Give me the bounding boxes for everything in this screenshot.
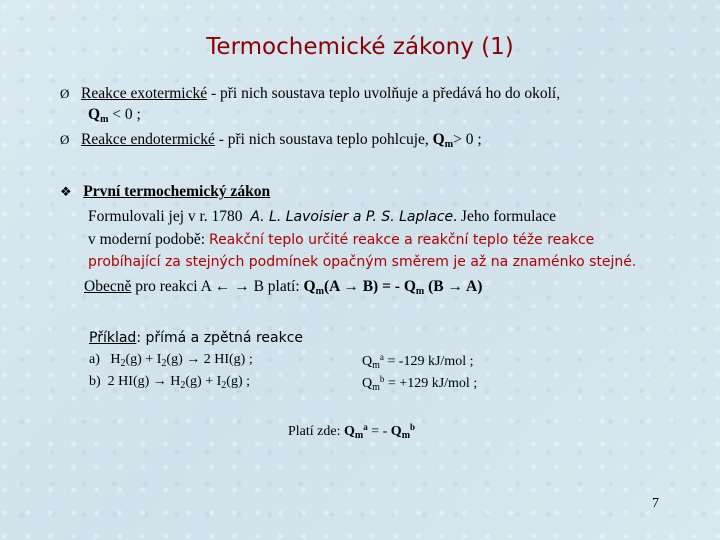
example-reaction-b: b) 2 $HI(g) \to H_2(g) + I_2(g)$ ;	[89, 374, 250, 391]
law-statement-part-1: Reakční teplo určité reakce a reakční teplo téže reakce	[208, 232, 595, 248]
law-line-3	[88, 253, 636, 271]
example-label: Příklad: přímá a zpětná reakce	[89, 330, 304, 346]
page-number: 7	[652, 496, 659, 511]
example-reaction-a: a) $H_2(g) + I_2(g) \to 2$ HI(g) ;	[89, 352, 253, 369]
law-line-2: v moderní podobě: Reakční teplo určité reakce a reakční teplo téže reakce	[88, 231, 595, 248]
law-line-1: Formulovali jej v r. 1780 A. L. Lavoisier a P. S. Laplace. Jeho formulace	[88, 208, 557, 225]
exothermic-condition: $Q_m < 0$ ;	[88, 106, 141, 125]
diamond-bullet-icon: ❖	[60, 185, 72, 200]
arrow-bullet-icon: Ø	[60, 86, 70, 101]
example-value-b: $Q_m^b = +129$ kJ/mol ;	[362, 374, 478, 393]
law-general-formula: Obecně pro reakci A ← → B platí: $Q_m(A \to B)$ = - $Q_m$ (B → A)	[84, 278, 483, 297]
example-relation: Platí zde: $Q_m^a$ = - $Q_m^b$	[288, 422, 416, 441]
page-title: Termochemické zákony (1)	[206, 34, 514, 60]
bullet-exothermic	[60, 85, 560, 103]
example-value-a: $Q_m^a = -129$ kJ/mol ;	[362, 352, 474, 371]
endothermic-term: Reakce endotermické	[81, 131, 215, 148]
authors: A. L. Lavoisier a P. S. Laplace	[250, 209, 454, 225]
bullet-endothermic: Ø Reakce endotermické - při nich soustava teplo pohlcuje, $Q_m> 0$ ;	[60, 131, 482, 150]
arrow-bullet-icon: Ø	[60, 132, 70, 147]
first-law-heading: ❖ První termochemický zákon	[60, 183, 271, 200]
exothermic-term: Reakce exotermické	[81, 85, 208, 102]
law-statement-part-2: probíhající za stejných podmínek opačným směrem je až na znaménko stejné.	[88, 254, 637, 270]
endothermic-text: - při nich soustava teplo pohlcuje,	[214, 131, 433, 148]
exothermic-text: - při nich soustava teplo uvolňuje a předává ho do okolí,	[207, 85, 561, 102]
